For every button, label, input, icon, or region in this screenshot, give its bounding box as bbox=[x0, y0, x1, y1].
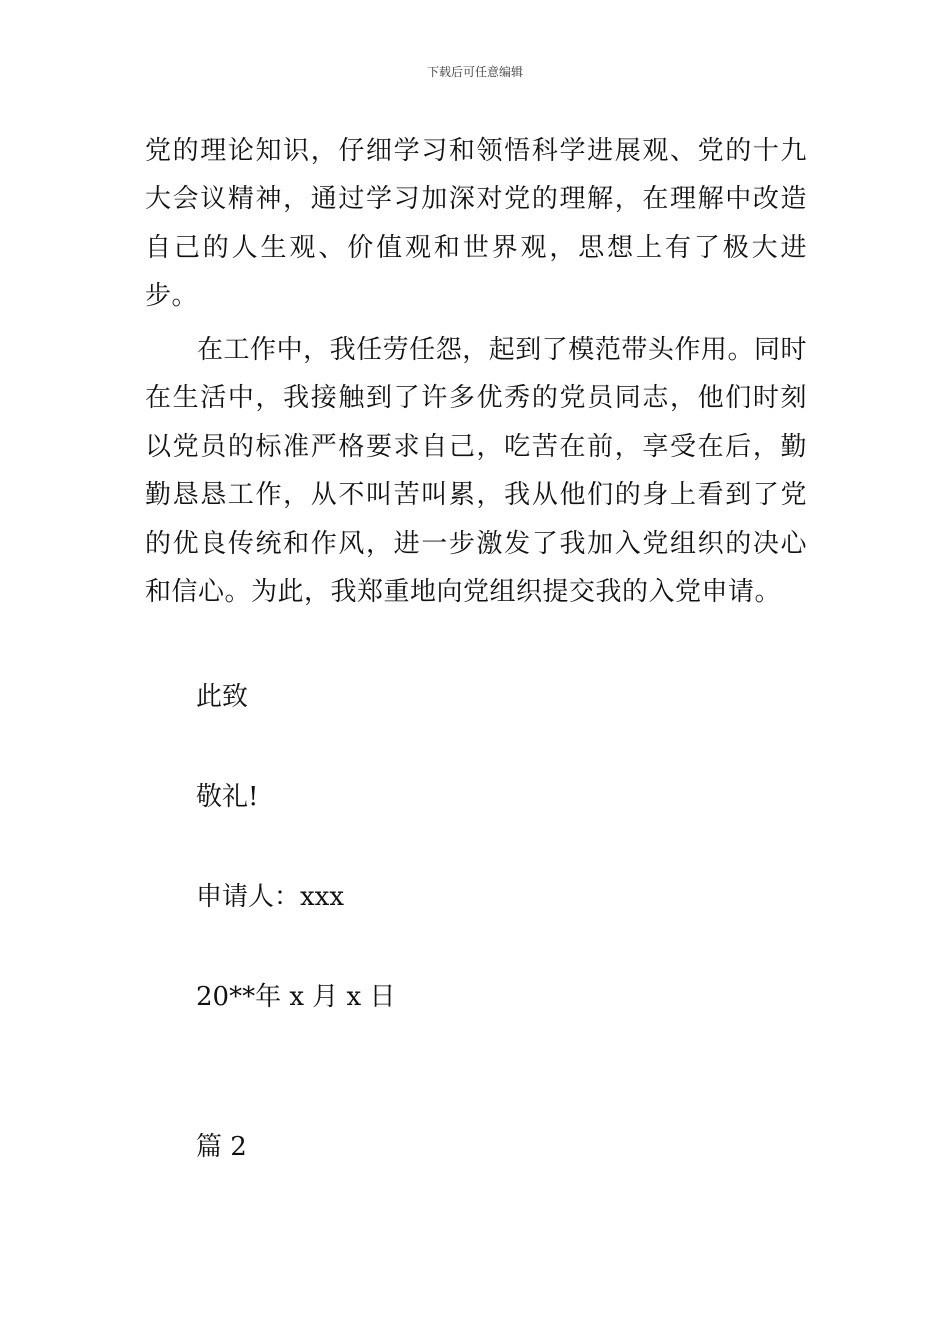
paragraph-1: 党的理论知识，仔细学习和领悟科学进展观、党的十九大会议精神，通过学习加深对党的理解，在理解中改造自己的人生观、价值观和世界观，思想上有了极大进步。 bbox=[145, 136, 807, 312]
section-heading: 篇 2 bbox=[196, 1132, 247, 1162]
page-header: 下载后可任意编辑 bbox=[426, 65, 523, 79]
letter-date: 20**年 x 月 x 日 bbox=[196, 982, 396, 1012]
applicant-signature: 申请人：xxx bbox=[196, 882, 344, 912]
salutation: 敬礼! bbox=[196, 782, 259, 812]
paragraph-2: 在工作中，我任劳任怨，起到了模范带头作用。同时在生活中，我接触到了许多优秀的党员同志，他们时刻以党员的标准严格要求自己，吃苦在前，享受在后，勤勤恳恳工作，从不叫苦叫累，我从他们的身上看到了党的优良传统和作风，进一步激发了我加入党组织的决心和信心。为此，我郑重地向党组织提交我的入党申请。 bbox=[145, 335, 807, 608]
closing-phrase: 此致 bbox=[196, 682, 249, 712]
